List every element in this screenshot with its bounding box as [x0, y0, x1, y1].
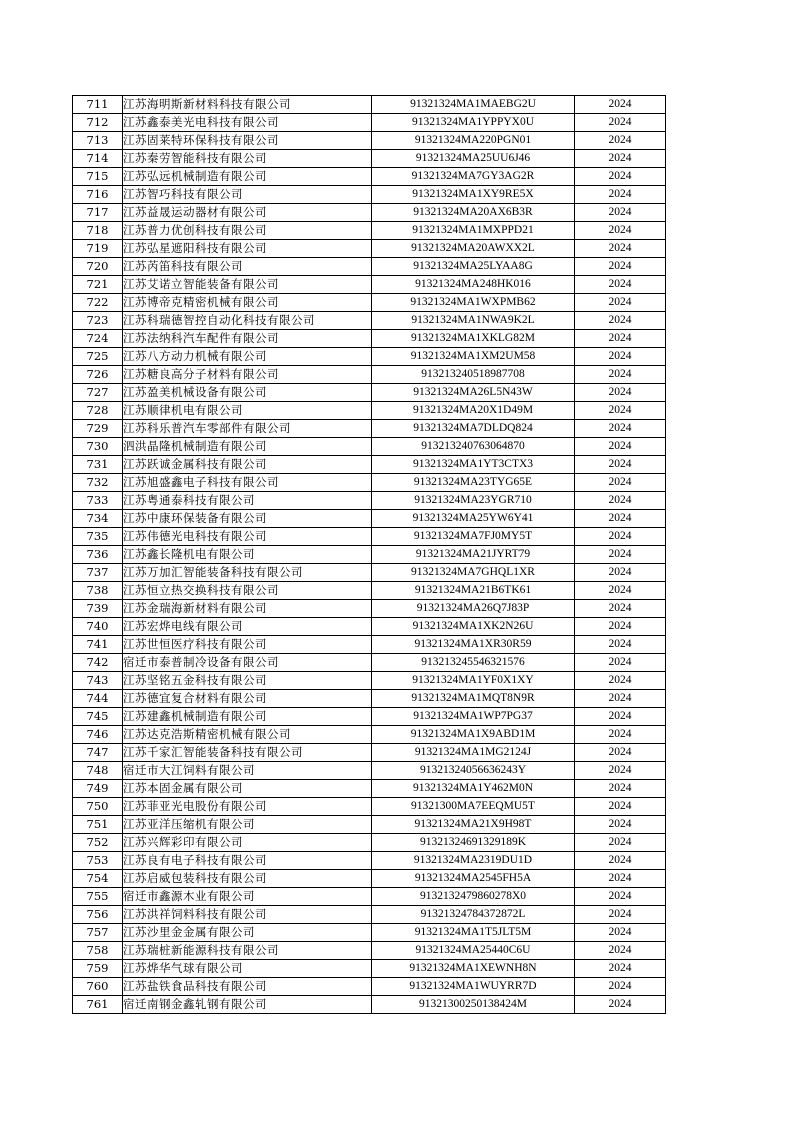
table-row: [73, 636, 666, 654]
row-number: 757: [73, 924, 123, 942]
table-row: [73, 258, 666, 276]
row-number: 725: [73, 348, 123, 366]
table-row: [73, 312, 666, 330]
company-name: 江苏鑫泰美光电科技有限公司: [123, 114, 372, 132]
row-number: 755: [73, 888, 123, 906]
year: 2024: [575, 600, 666, 618]
company-name: 江苏洪祥饲料科技有限公司: [123, 906, 372, 924]
company-name: 江苏坚铭五金科技有限公司: [123, 672, 372, 690]
year: 2024: [575, 276, 666, 294]
credit-code: 91321324MA7FJ0MY5T: [372, 528, 575, 546]
row-number: 739: [73, 600, 123, 618]
credit-code: 91321324MA25UU6J46: [372, 150, 575, 168]
credit-code: 91321324MA1XY9RE5X: [372, 186, 575, 204]
company-name: 宿迁市大江饲料有限公司: [123, 762, 372, 780]
year: 2024: [575, 420, 666, 438]
credit-code: 91321324MA26L5N43W: [372, 384, 575, 402]
row-number: 734: [73, 510, 123, 528]
row-number: 737: [73, 564, 123, 582]
credit-code: 91321324MA1MXPPD21: [372, 222, 575, 240]
year: 2024: [575, 690, 666, 708]
credit-code: 91321324MA25LYAA8G: [372, 258, 575, 276]
row-number: 756: [73, 906, 123, 924]
company-name: 江苏秦劳智能科技有限公司: [123, 150, 372, 168]
row-number: 748: [73, 762, 123, 780]
row-number: 744: [73, 690, 123, 708]
year: 2024: [575, 762, 666, 780]
table-row: [73, 96, 666, 114]
table-row: [73, 816, 666, 834]
company-name: 宿迁市泰普制冷设备有限公司: [123, 654, 372, 672]
year: 2024: [575, 852, 666, 870]
table-row: [73, 132, 666, 150]
table-row: [73, 114, 666, 132]
company-name: 江苏艾诺立智能装备有限公司: [123, 276, 372, 294]
year: 2024: [575, 942, 666, 960]
company-name: 江苏益晟运动器材有限公司: [123, 204, 372, 222]
credit-code: 91321324MA1XEWNH8N: [372, 960, 575, 978]
row-number: 754: [73, 870, 123, 888]
year: 2024: [575, 204, 666, 222]
table-row: [73, 294, 666, 312]
table-row: [73, 456, 666, 474]
table-row: [73, 510, 666, 528]
row-number: 728: [73, 402, 123, 420]
row-number: 723: [73, 312, 123, 330]
company-name: 江苏建鑫机械制造有限公司: [123, 708, 372, 726]
table-row: [73, 348, 666, 366]
credit-code: 91321324784372872L: [372, 906, 575, 924]
company-name: 江苏启威包装科技有限公司: [123, 870, 372, 888]
credit-code: 91321300MA7EEQMU5T: [372, 798, 575, 816]
year: 2024: [575, 546, 666, 564]
row-number: 749: [73, 780, 123, 798]
row-number: 718: [73, 222, 123, 240]
year: 2024: [575, 222, 666, 240]
year: 2024: [575, 816, 666, 834]
table-row: [73, 978, 666, 996]
table-row: [73, 744, 666, 762]
credit-code: 91321324MA23YGR710: [372, 492, 575, 510]
credit-code: 91321324MA20AX6B3R: [372, 204, 575, 222]
row-number: 722: [73, 294, 123, 312]
credit-code: 91321324MA1XK2N26U: [372, 618, 575, 636]
row-number: 716: [73, 186, 123, 204]
company-name: 江苏本固金属有限公司: [123, 780, 372, 798]
row-number: 727: [73, 384, 123, 402]
row-number: 726: [73, 366, 123, 384]
company-name: 江苏兴辉彩印有限公司: [123, 834, 372, 852]
credit-code: 91321324MA1Y462M0N: [372, 780, 575, 798]
company-name: 江苏鑫长隆机电有限公司: [123, 546, 372, 564]
table-row: [73, 888, 666, 906]
company-name: 江苏恒立热交换科技有限公司: [123, 582, 372, 600]
company-name: 江苏千家汇智能装备科技有限公司: [123, 744, 372, 762]
year: 2024: [575, 618, 666, 636]
credit-code: 91321324MA21X9H98T: [372, 816, 575, 834]
row-number: 738: [73, 582, 123, 600]
year: 2024: [575, 510, 666, 528]
year: 2024: [575, 240, 666, 258]
credit-code: 91321324MA2545FH5A: [372, 870, 575, 888]
year: 2024: [575, 996, 666, 1014]
table-row: [73, 276, 666, 294]
row-number: 760: [73, 978, 123, 996]
credit-code: 91321324MA220PGN01: [372, 132, 575, 150]
table-row: [73, 600, 666, 618]
credit-code: 913213240518987708: [372, 366, 575, 384]
company-name: 江苏固莱特环保科技有限公司: [123, 132, 372, 150]
company-name: 江苏芮笛科技有限公司: [123, 258, 372, 276]
row-number: 736: [73, 546, 123, 564]
table-row: [73, 798, 666, 816]
row-number: 711: [73, 96, 123, 114]
year: 2024: [575, 438, 666, 456]
year: 2024: [575, 258, 666, 276]
year: 2024: [575, 888, 666, 906]
year: 2024: [575, 474, 666, 492]
row-number: 745: [73, 708, 123, 726]
year: 2024: [575, 312, 666, 330]
table-row: [73, 870, 666, 888]
row-number: 750: [73, 798, 123, 816]
credit-code: 91321324MA1XM2UM58: [372, 348, 575, 366]
table-row: [73, 996, 666, 1014]
table-row: [73, 420, 666, 438]
table-row: [73, 474, 666, 492]
company-name: 江苏海明斯新材料科技有限公司: [123, 96, 372, 114]
company-name: 江苏粤通泰科技有限公司: [123, 492, 372, 510]
credit-code: 91321324MA1YT3CTX3: [372, 456, 575, 474]
credit-code: 91321324MA1YPPYX0U: [372, 114, 575, 132]
credit-code: 9132132479860278X0: [372, 888, 575, 906]
table-row: [73, 582, 666, 600]
company-name: 江苏科瑞德智控自动化科技有限公司: [123, 312, 372, 330]
credit-code: 91321324MA1XKLG82M: [372, 330, 575, 348]
credit-code: 91321324MA1WP7PG37: [372, 708, 575, 726]
table-row: [73, 564, 666, 582]
company-name: 江苏菲亚光电股份有限公司: [123, 798, 372, 816]
table-row: [73, 618, 666, 636]
company-name: 江苏智巧科技有限公司: [123, 186, 372, 204]
credit-code: 91321324MA1YF0X1XY: [372, 672, 575, 690]
table-row: [73, 708, 666, 726]
credit-code: 91321324MA20AWXX2L: [372, 240, 575, 258]
credit-code: 91321324MA248HK016: [372, 276, 575, 294]
credit-code: 91321324MA20X1D49M: [372, 402, 575, 420]
row-number: 713: [73, 132, 123, 150]
credit-code: 91321324MA25440C6U: [372, 942, 575, 960]
company-name: 江苏法纳科汽车配件有限公司: [123, 330, 372, 348]
credit-code: 91321300250138424M: [372, 996, 575, 1014]
year: 2024: [575, 96, 666, 114]
company-name: 江苏旭盛鑫电子科技有限公司: [123, 474, 372, 492]
table-row: [73, 960, 666, 978]
credit-code: 91321324MA1NWA9K2L: [372, 312, 575, 330]
row-number: 733: [73, 492, 123, 510]
table-row: [73, 852, 666, 870]
row-number: 730: [73, 438, 123, 456]
company-name: 江苏亚洋压缩机有限公司: [123, 816, 372, 834]
row-number: 751: [73, 816, 123, 834]
company-name: 江苏良有电子科技有限公司: [123, 852, 372, 870]
credit-code: 91321324MA23TYG65E: [372, 474, 575, 492]
row-number: 717: [73, 204, 123, 222]
table-row: [73, 654, 666, 672]
company-name: 江苏宏烨电线有限公司: [123, 618, 372, 636]
credit-code: 91321324056636243Y: [372, 762, 575, 780]
table-row: [73, 528, 666, 546]
company-name: 江苏中康环保装备有限公司: [123, 510, 372, 528]
credit-code: 91321324MA2319DU1D: [372, 852, 575, 870]
year: 2024: [575, 636, 666, 654]
company-name: 江苏糖良高分子材料有限公司: [123, 366, 372, 384]
company-name: 江苏金瑞海新材料有限公司: [123, 600, 372, 618]
credit-code: 913213245546321576: [372, 654, 575, 672]
row-number: 743: [73, 672, 123, 690]
table-row: [73, 726, 666, 744]
company-name: 江苏烨华气球有限公司: [123, 960, 372, 978]
table-row: [73, 222, 666, 240]
year: 2024: [575, 906, 666, 924]
year: 2024: [575, 168, 666, 186]
company-name: 江苏弘远机械制造有限公司: [123, 168, 372, 186]
table-row: [73, 402, 666, 420]
year: 2024: [575, 582, 666, 600]
company-name: 宿迁市鑫源木业有限公司: [123, 888, 372, 906]
credit-code: 91321324MA1MG2124J: [372, 744, 575, 762]
company-registry-table: [72, 95, 666, 1014]
row-number: 741: [73, 636, 123, 654]
table-row: [73, 438, 666, 456]
credit-code: 91321324MA7GHQL1XR: [372, 564, 575, 582]
row-number: 759: [73, 960, 123, 978]
year: 2024: [575, 150, 666, 168]
company-name: 江苏博帝克精密机械有限公司: [123, 294, 372, 312]
company-name: 宿迁南钢金鑫轧钢有限公司: [123, 996, 372, 1014]
year: 2024: [575, 114, 666, 132]
company-name: 江苏伟德光电科技有限公司: [123, 528, 372, 546]
year: 2024: [575, 870, 666, 888]
table-row: [73, 168, 666, 186]
credit-code: 91321324MA1MQT8N9R: [372, 690, 575, 708]
credit-code: 91321324MA1WXPMB62: [372, 294, 575, 312]
company-name: 江苏弘星遮阳科技有限公司: [123, 240, 372, 258]
row-number: 740: [73, 618, 123, 636]
row-number: 714: [73, 150, 123, 168]
year: 2024: [575, 672, 666, 690]
year: 2024: [575, 492, 666, 510]
year: 2024: [575, 744, 666, 762]
company-name: 江苏盐铁食品科技有限公司: [123, 978, 372, 996]
year: 2024: [575, 780, 666, 798]
table-row: [73, 906, 666, 924]
row-number: 721: [73, 276, 123, 294]
credit-code: 91321324MA1XR30R59: [372, 636, 575, 654]
table-row: [73, 384, 666, 402]
row-number: 752: [73, 834, 123, 852]
company-name: 江苏盈美机械设备有限公司: [123, 384, 372, 402]
credit-code: 91321324MA1WUYRR7D: [372, 978, 575, 996]
row-number: 761: [73, 996, 123, 1014]
year: 2024: [575, 960, 666, 978]
table-row: [73, 186, 666, 204]
row-number: 732: [73, 474, 123, 492]
company-name: 江苏德宜复合材料有限公司: [123, 690, 372, 708]
credit-code: 91321324MA7GY3AG2R: [372, 168, 575, 186]
year: 2024: [575, 654, 666, 672]
credit-code: 91321324MA26Q7J83P: [372, 600, 575, 618]
company-name: 江苏顺律机电有限公司: [123, 402, 372, 420]
row-number: 746: [73, 726, 123, 744]
credit-code: 91321324MA1X9ABD1M: [372, 726, 575, 744]
credit-code: 91321324MA7DLDQ824: [372, 420, 575, 438]
row-number: 731: [73, 456, 123, 474]
row-number: 758: [73, 942, 123, 960]
year: 2024: [575, 798, 666, 816]
year: 2024: [575, 924, 666, 942]
company-name: 泗洪晶隆机械制造有限公司: [123, 438, 372, 456]
company-name: 江苏瑞桩新能源科技有限公司: [123, 942, 372, 960]
year: 2024: [575, 726, 666, 744]
row-number: 742: [73, 654, 123, 672]
year: 2024: [575, 708, 666, 726]
year: 2024: [575, 132, 666, 150]
year: 2024: [575, 978, 666, 996]
table-row: [73, 942, 666, 960]
credit-code: 91321324MA1MAEBG2U: [372, 96, 575, 114]
company-name: 江苏八方动力机械有限公司: [123, 348, 372, 366]
year: 2024: [575, 834, 666, 852]
credit-code: 91321324691329189K: [372, 834, 575, 852]
year: 2024: [575, 402, 666, 420]
year: 2024: [575, 564, 666, 582]
year: 2024: [575, 348, 666, 366]
table-row: [73, 780, 666, 798]
credit-code: 91321324MA21B6TK61: [372, 582, 575, 600]
year: 2024: [575, 186, 666, 204]
credit-code: 91321324MA1T5JLT5M: [372, 924, 575, 942]
row-number: 719: [73, 240, 123, 258]
table-row: [73, 672, 666, 690]
registry-table-body: [73, 96, 666, 1014]
table-row: [73, 150, 666, 168]
table-row: [73, 366, 666, 384]
table-row: [73, 240, 666, 258]
row-number: 724: [73, 330, 123, 348]
year: 2024: [575, 528, 666, 546]
company-name: 江苏沙里金金属有限公司: [123, 924, 372, 942]
year: 2024: [575, 456, 666, 474]
credit-code: 91321324MA25YW6Y41: [372, 510, 575, 528]
credit-code: 913213240763064870: [372, 438, 575, 456]
table-row: [73, 762, 666, 780]
table-row: [73, 492, 666, 510]
row-number: 712: [73, 114, 123, 132]
company-name: 江苏跃诚金属科技有限公司: [123, 456, 372, 474]
year: 2024: [575, 294, 666, 312]
year: 2024: [575, 330, 666, 348]
row-number: 735: [73, 528, 123, 546]
company-name: 江苏世恒医疗科技有限公司: [123, 636, 372, 654]
row-number: 720: [73, 258, 123, 276]
company-name: 江苏万加汇智能装备科技有限公司: [123, 564, 372, 582]
year: 2024: [575, 366, 666, 384]
row-number: 747: [73, 744, 123, 762]
company-name: 江苏达克浩斯精密机械有限公司: [123, 726, 372, 744]
credit-code: 91321324MA21JYRT79: [372, 546, 575, 564]
company-name: 江苏普力优创科技有限公司: [123, 222, 372, 240]
table-row: [73, 330, 666, 348]
table-row: [73, 834, 666, 852]
table-row: [73, 546, 666, 564]
row-number: 715: [73, 168, 123, 186]
year: 2024: [575, 384, 666, 402]
row-number: 729: [73, 420, 123, 438]
table-row: [73, 924, 666, 942]
table-row: [73, 690, 666, 708]
table-row: [73, 204, 666, 222]
row-number: 753: [73, 852, 123, 870]
company-name: 江苏科乐普汽车零部件有限公司: [123, 420, 372, 438]
